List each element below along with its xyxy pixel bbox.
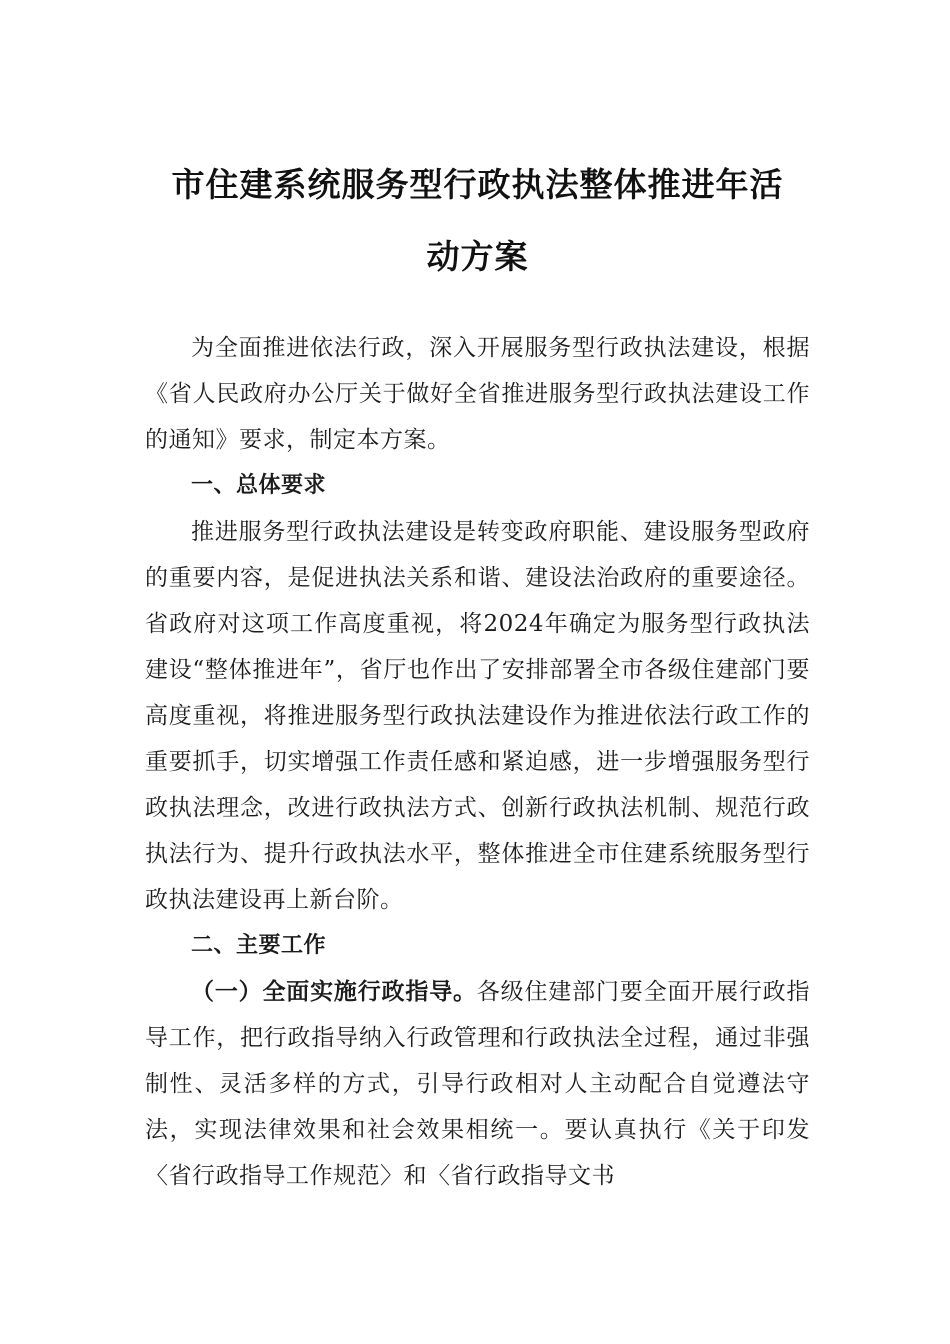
section-1-paragraph: 推进服务型行政执法建设是转变政府职能、建设服务型政府的重要内容，是促进执法关系和谐、建设法治政府的重要途径。省政府对这项工作高度重视，将2024年确定为服务型行政执法建设“整体推进年”，省厅也作出了安排部署全市各级住建部门要高度重视，将推进服务型行政执法建设作为推进依法行政工作的重要抓手，切实增强工作责任感和紧迫感，进一步增强服务型行政执法理念，改进行政执法方式、创新行政执法机制、规范行政执法行为、提升行政执法水平，整体推进全市住建系统服务型行政执法建设再上新台阶。 [145,519,810,913]
section-2-heading: 二、主要工作 [191,933,327,958]
section-2-item-1-paragraph [145,969,810,1199]
intro-paragraph: 为全面推进依法行政，深入开展服务型行政执法建设，根据《省人民政府办公厅关于做好全省推进服务型行政执法建设工作的通知》要求，制定本方案。 [145,335,810,453]
document-title-line-2: 动方案 [426,237,529,276]
section-2-item-1-heading: （一）全面实施行政指导。 [191,978,477,1005]
section-2-item-1-text: 各级住建部门要全面开展行政指导工作，把行政指导纳入行政管理和行政执法全过程，通过非强制性、灵活多样的方式，引导行政相对人主动配合自觉遵法守法，实现法律效果和社会效果相统一。要认真执行《关于印发〈省行政指导工作规范〉和〈省行政指导文书 [145,979,811,1189]
document-body [145,325,810,1199]
document-title-line-1: 市住建系统服务型行政执法整体推进年活 [171,165,784,204]
section-1-heading: 一、总体要求 [191,473,327,498]
